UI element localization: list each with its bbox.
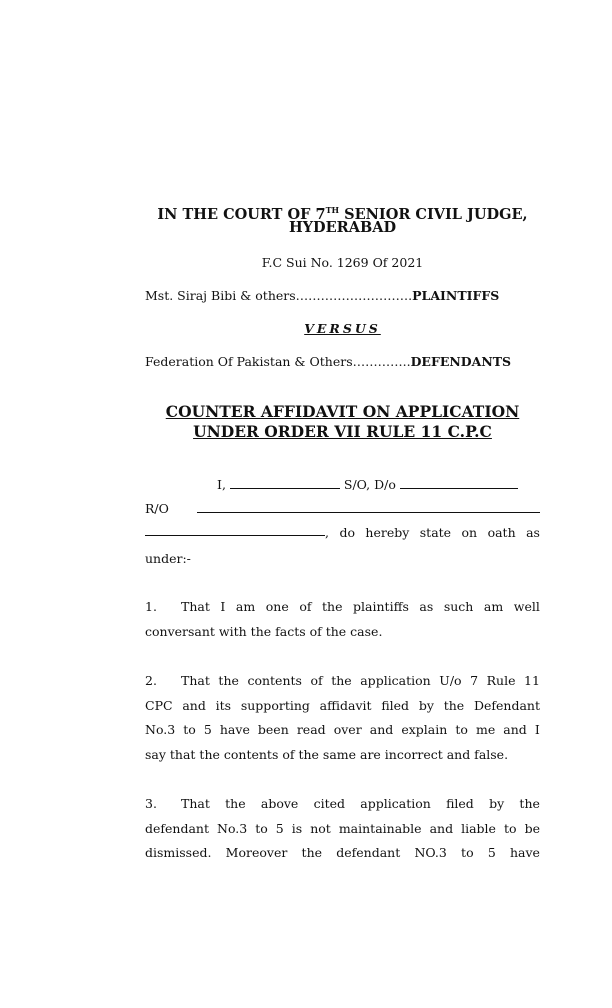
intro-line4: under:- [145, 551, 191, 566]
word: filed [446, 796, 474, 811]
word: to [183, 722, 196, 737]
heading-line1: COUNTER AFFIDAVIT ON APPLICATION [165, 402, 520, 421]
word: hereby [365, 525, 410, 540]
intro-i: I, [217, 477, 226, 492]
court-title-superscript: TH [325, 205, 340, 215]
word: defendant [145, 821, 210, 836]
word: am [235, 599, 256, 614]
word: the [218, 673, 239, 688]
word: of [299, 599, 312, 614]
paragraph-number: 1. [145, 599, 157, 614]
word: CPC [145, 698, 173, 713]
plaintiff-name: Mst. Siraj Bibi & others [145, 288, 296, 303]
word: 11 [524, 673, 540, 688]
intro-ro: R/O [145, 501, 169, 516]
word: read [296, 722, 326, 737]
word: do [339, 525, 355, 540]
name-blank [230, 478, 340, 489]
residence-blank-2 [145, 525, 325, 536]
intro-so-do: S/O, D/o [343, 477, 396, 492]
word: not [310, 821, 331, 836]
word: have [509, 845, 540, 860]
defendant-name: Federation Of Pakistan & Others [145, 354, 353, 369]
word: cited [313, 796, 346, 811]
versus-label: VERSUS [304, 321, 381, 336]
word: contents [247, 673, 302, 688]
word: I [534, 722, 540, 737]
intro-line2 [145, 501, 540, 517]
word: That [181, 673, 210, 688]
word: No.3 [145, 722, 176, 737]
paragraph-text [181, 796, 540, 812]
intro-line3 [145, 525, 540, 541]
word: the [519, 796, 540, 811]
word: oath [487, 525, 516, 540]
paragraph-1-line2: conversant with the facts of the case. [145, 624, 383, 639]
word: as [419, 599, 434, 614]
word: above [260, 796, 299, 811]
word: dismissed. [145, 845, 212, 860]
word: to [461, 845, 474, 860]
word: of [310, 673, 323, 688]
word: That [181, 796, 210, 811]
word: That [181, 599, 210, 614]
word: filed [381, 698, 410, 713]
word: is [291, 821, 303, 836]
word: by [489, 796, 505, 811]
word: liable [461, 821, 496, 836]
word: , [325, 525, 329, 540]
word: and [182, 698, 206, 713]
word: on [461, 525, 478, 540]
residence-blank [197, 502, 540, 513]
word: Rule [486, 673, 516, 688]
plaintiff-line [145, 288, 540, 304]
word: the [331, 673, 352, 688]
word: defendant [336, 845, 401, 860]
word: application [360, 673, 431, 688]
paragraph-text [181, 673, 540, 689]
defendant-line [145, 354, 540, 370]
word: state [419, 525, 452, 540]
word: one [265, 599, 289, 614]
versus-line [145, 321, 540, 337]
word: the [443, 698, 465, 713]
word: to [455, 722, 468, 737]
court-title-text-end: SENIOR CIVIL JUDGE, [339, 205, 528, 223]
paragraph-3-line3 [145, 845, 540, 861]
paragraph-3-line2 [145, 821, 540, 837]
word: by [418, 698, 434, 713]
word: as [526, 525, 540, 540]
word: 5 [487, 845, 496, 860]
intro-line1 [145, 477, 540, 493]
word: to [255, 821, 268, 836]
word: Defendant [473, 698, 540, 713]
paragraph-2-line3 [145, 722, 540, 738]
word: the [301, 845, 323, 860]
word: the [322, 599, 343, 614]
word: supporting [240, 698, 310, 713]
word: be [524, 821, 540, 836]
word: U/o [439, 673, 462, 688]
word: I [220, 599, 226, 614]
word: over [333, 722, 362, 737]
word: maintainable [338, 821, 422, 836]
parent-name-blank [400, 478, 518, 489]
word: the [225, 796, 246, 811]
word: 5 [203, 722, 212, 737]
plaintiff-role: PLAINTIFFS [412, 288, 500, 303]
word: its [215, 698, 232, 713]
word: Moreover [225, 845, 288, 860]
word: been [257, 722, 289, 737]
word: plaintiffs [353, 599, 409, 614]
word: to [503, 821, 517, 836]
paragraph-3-line1 [145, 796, 540, 812]
word: application [360, 796, 431, 811]
paragraph-1-line1 [145, 599, 540, 615]
word: explain [401, 722, 448, 737]
paragraph-2-line4: say that the contents of the same are incorrect and false. [145, 747, 509, 762]
word: and [369, 722, 394, 737]
word: NO.3 [414, 845, 447, 860]
paragraph-2-line1 [145, 673, 540, 689]
paragraph-number: 3. [145, 796, 157, 811]
word: No.3 [217, 821, 248, 836]
plaintiff-dots: ………………………. [295, 288, 413, 303]
word: well [513, 599, 540, 614]
word: affidavit [319, 698, 372, 713]
court-title-text: IN THE COURT OF 7 [157, 205, 326, 223]
defendant-dots: ………….. [352, 354, 411, 369]
word: such [443, 599, 474, 614]
word: and [503, 722, 527, 737]
word: and [429, 821, 454, 836]
suit-number: F.C Sui No. 1269 Of 2021 [261, 255, 424, 270]
intro-oath [325, 525, 540, 541]
paragraph-2-line2 [145, 698, 540, 714]
court-title-line2: HYDERABAD [288, 219, 397, 236]
paragraph-number: 2. [145, 673, 157, 688]
word: me [475, 722, 496, 737]
word: am [483, 599, 504, 614]
defendant-role: DEFENDANTS [410, 354, 512, 369]
word: have [219, 722, 250, 737]
heading-line2: UNDER ORDER VII RULE 11 C.P.C [193, 422, 492, 441]
word: 5 [275, 821, 284, 836]
word: 7 [470, 673, 479, 688]
paragraph-text [181, 599, 540, 615]
